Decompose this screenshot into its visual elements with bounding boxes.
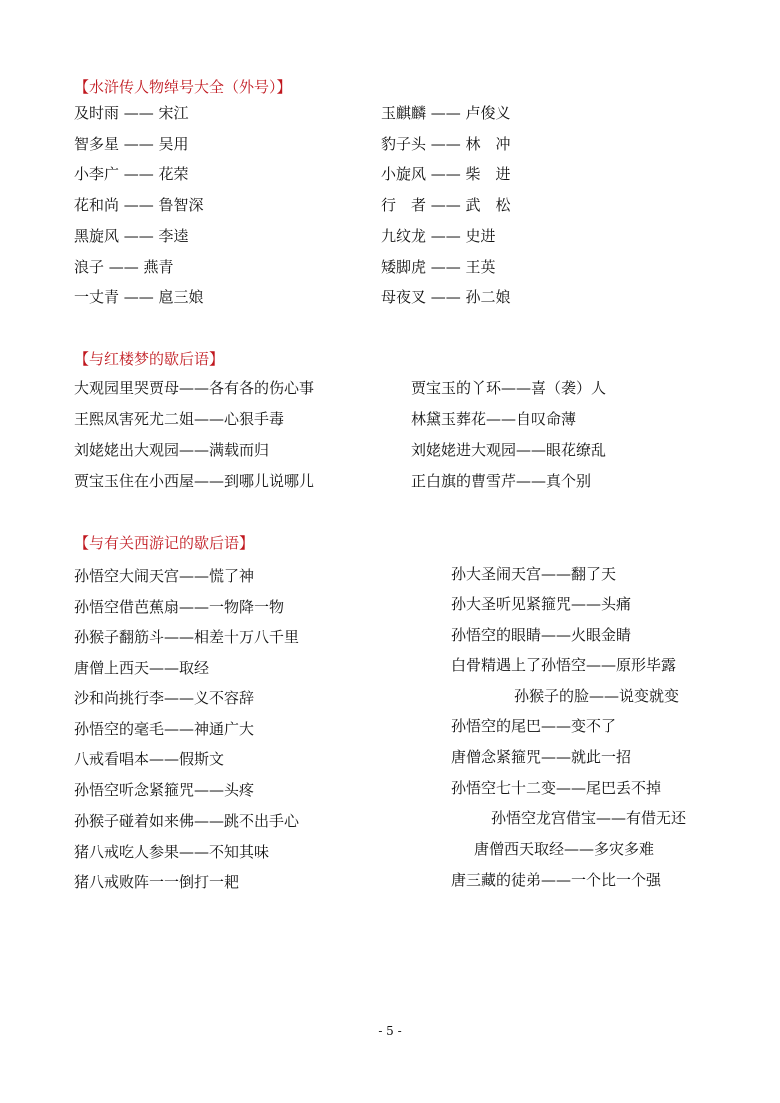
xiehouyu-line: 孙大圣听见紧箍咒——头痛 xyxy=(451,595,632,613)
nickname-line: 小李广 —— 花荣 xyxy=(74,165,189,183)
nickname-line: 智多星 —— 吴用 xyxy=(74,135,189,153)
nickname-line: 矮脚虎 —— 王英 xyxy=(381,258,496,276)
xiehouyu-line: 孙大圣闹天宫——翻了天 xyxy=(451,565,617,583)
section-3-heading: 【与有关西游记的歇后语】 xyxy=(74,534,255,552)
xiehouyu-line: 孙悟空的毫毛——神通广大 xyxy=(74,720,255,738)
nickname-line: 豹子头 —— 林 冲 xyxy=(381,135,511,153)
xiehouyu-line: 刘姥姥进大观园——眼花缭乱 xyxy=(411,441,607,459)
xiehouyu-line: 唐僧上西天——取经 xyxy=(74,659,210,677)
section-2-heading: 【与红楼梦的歇后语】 xyxy=(74,350,225,368)
page-number: - 5 - xyxy=(378,1024,402,1038)
nickname-line: 浪子 —— 燕青 xyxy=(74,258,174,276)
xiehouyu-line: 唐僧念紧箍咒——就此一招 xyxy=(451,748,632,766)
xiehouyu-line: 孙悟空的尾巴——变不了 xyxy=(451,717,617,735)
xiehouyu-line: 贾宝玉的丫环——喜（袭）人 xyxy=(411,379,607,397)
xiehouyu-line: 孙猴子碰着如来佛——跳不出手心 xyxy=(74,812,300,830)
xiehouyu-line: 孙悟空七十二变——尾巴丢不掉 xyxy=(451,779,662,797)
xiehouyu-line: 八戒看唱本——假斯文 xyxy=(74,750,225,768)
nickname-line: 及时雨 —— 宋江 xyxy=(74,104,189,122)
nickname-line: 小旋风 —— 柴 进 xyxy=(381,165,511,183)
nickname-line: 九纹龙 —— 史进 xyxy=(381,227,496,245)
nickname-line: 母夜叉 —— 孙二娘 xyxy=(381,288,511,306)
xiehouyu-line: 猪八戒败阵一一倒打一耙 xyxy=(74,873,240,891)
xiehouyu-line: 孙悟空的眼睛——火眼金睛 xyxy=(451,626,632,644)
xiehouyu-line: 孙猴子的脸——说变就变 xyxy=(514,687,680,705)
xiehouyu-line: 贾宝玉住在小西屋——到哪儿说哪儿 xyxy=(74,472,315,490)
xiehouyu-line: 王熙凤害死尤二姐——心狠手毒 xyxy=(74,410,285,428)
xiehouyu-line: 正白旗的曹雪芹——真个别 xyxy=(411,472,592,490)
xiehouyu-line: 白骨精遇上了孙悟空——原形毕露 xyxy=(451,656,677,674)
xiehouyu-line: 孙悟空龙宫借宝——有借无还 xyxy=(491,809,687,827)
nickname-line: 黑旋风 —— 李逵 xyxy=(74,227,189,245)
xiehouyu-line: 孙悟空大闹天宫——慌了神 xyxy=(74,567,255,585)
xiehouyu-line: 唐三藏的徒弟——一个比一个强 xyxy=(451,871,662,889)
xiehouyu-line: 沙和尚挑行李——义不容辞 xyxy=(74,689,255,707)
xiehouyu-line: 林黛玉葬花——自叹命薄 xyxy=(411,410,577,428)
xiehouyu-line: 孙猴子翻筋斗——相差十万八千里 xyxy=(74,628,300,646)
xiehouyu-line: 唐僧西天取经——多灾多难 xyxy=(474,840,655,858)
section-1-heading: 【水浒传人物绰号大全（外号）】 xyxy=(74,78,292,96)
xiehouyu-line: 大观园里哭贾母——各有各的伤心事 xyxy=(74,379,315,397)
nickname-line: 行 者 —— 武 松 xyxy=(381,196,511,214)
xiehouyu-line: 刘姥姥出大观园——满载而归 xyxy=(74,441,270,459)
xiehouyu-line: 孙悟空借芭蕉扇——一物降一物 xyxy=(74,598,285,616)
nickname-line: 一丈青 —— 扈三娘 xyxy=(74,288,204,306)
nickname-line: 玉麒麟 —— 卢俊义 xyxy=(381,104,511,122)
xiehouyu-line: 孙悟空听念紧箍咒——头疼 xyxy=(74,781,255,799)
nickname-line: 花和尚 —— 鲁智深 xyxy=(74,196,204,214)
xiehouyu-line: 猪八戒吃人参果——不知其味 xyxy=(74,843,270,861)
